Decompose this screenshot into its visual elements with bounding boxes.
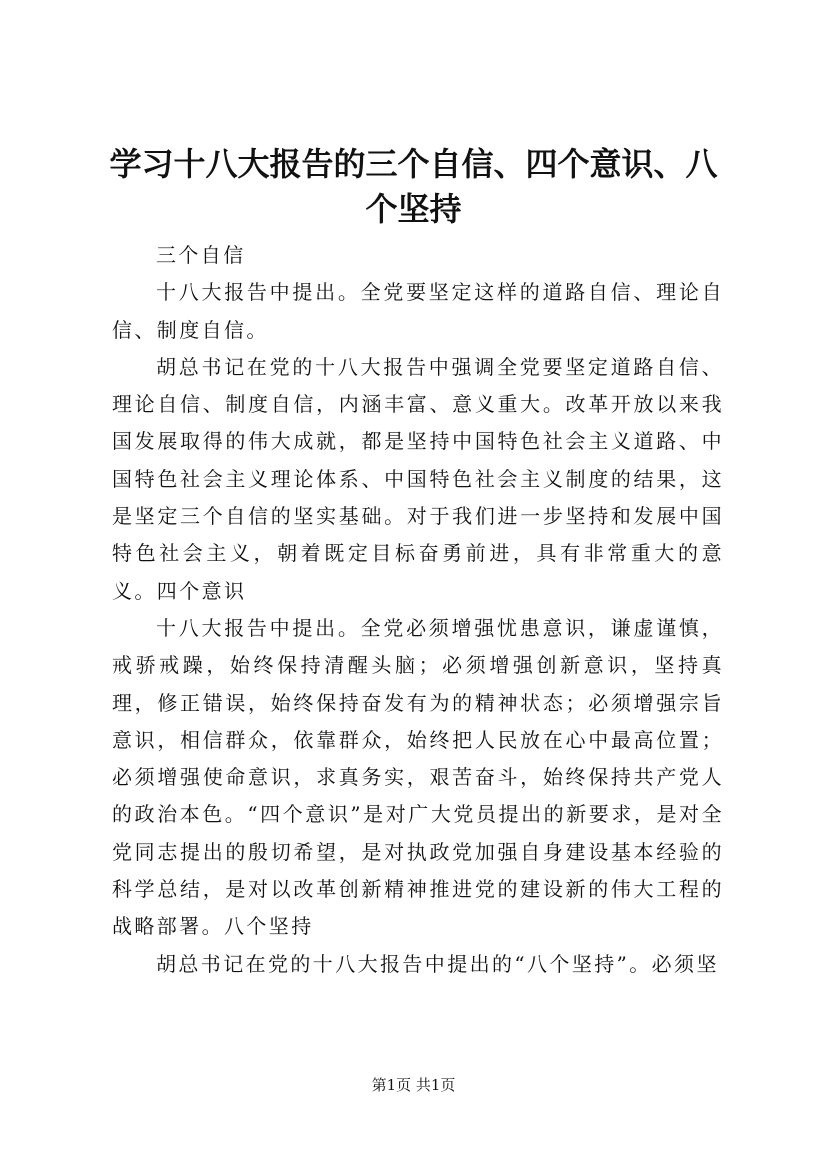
paragraph-heading-three-confidences: 三个自信: [156, 243, 246, 267]
paragraph: 十八大报告中提出。全党必须增强忧患意识，谦虚谨慎，戒骄戒躁，始终保持清醒头脑；必须增强创新意识，坚持真理，修正错误，始终保持奋发有为的精神状态；必须增强宗旨意识，相信群众，依靠群众，始终把人民放在心中最高位置；必须增强使命意识，求真务实，艰苦奋斗，始终保持共产党人的政治本色。“四个意识”是对广大党员提出的新要求，是对全党同志提出的殷切希望，是对执政党加强自身建设基本经验的科学总结，是对以改革创新精神推进党的建设新的伟大工程的战略部署。八个坚持: [112, 615, 724, 939]
paragraph: 十八大报告中提出。全党要坚定这样的道路自信、理论自信、制度自信。: [112, 280, 724, 342]
paragraph: 胡总书记在党的十八大报告中强调全党要坚定道路自信、理论自信、制度自信，内涵丰富、意义重大。改革开放以来我国发展取得的伟大成就，都是坚持中国特色社会主义道路、中国特色社会主义理论体系、中国特色社会主义制度的结果，这是坚定三个自信的坚实基础。对于我们进一步坚持和发展中国特色社会主义，朝着既定目标奋勇前进，具有非常重大的意义。四个意识: [112, 354, 724, 603]
document-title: 学习十八大报告的三个自信、四个意识、八个坚持: [109, 145, 718, 228]
document-body: [112, 237, 724, 983]
paragraph: 胡总书记在党的十八大报告中提出的“八个坚持”。必须坚: [156, 951, 719, 976]
page-footer: 第1页 共1页: [371, 1076, 456, 1094]
